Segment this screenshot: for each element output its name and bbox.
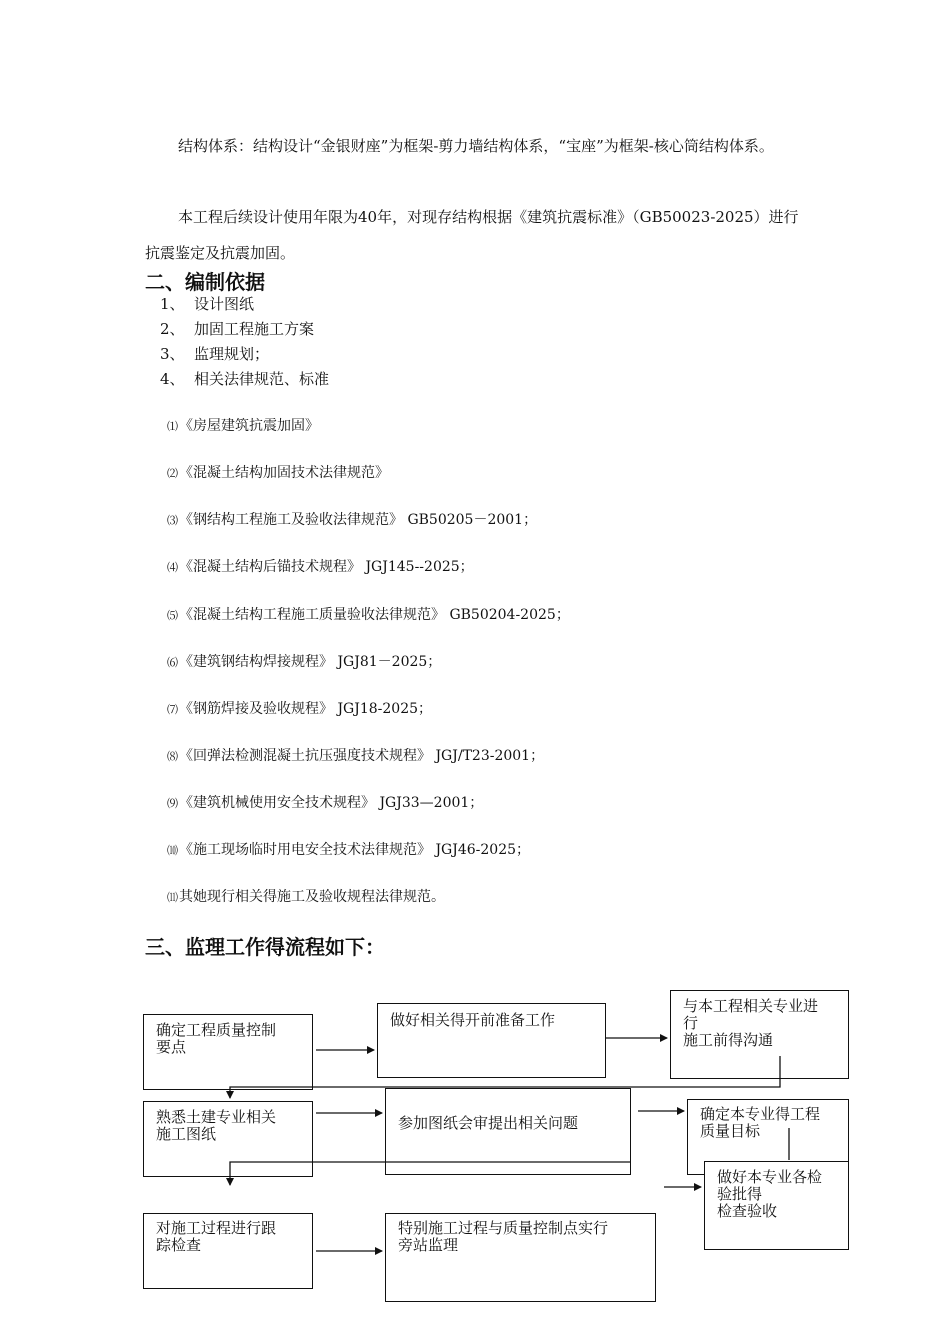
- connector-b3-b4: [230, 1056, 780, 1098]
- list-item: 2、 加固工程施工方案: [160, 320, 315, 338]
- reference-item: ⑺《钢筋焊接及验收规程》 JGJ18-2025；: [167, 701, 433, 717]
- paragraph-structure-system: 结构体系：结构设计“金银财座”为框架-剪力墙结构体系，“宝座”为框架-核心筒结构体系。: [178, 137, 774, 155]
- reference-item: ⑻《回弹法检测混凝土抗压强度技术规程》 JGJ/T23-2001；: [167, 748, 545, 764]
- connector-b5-b8: [230, 1162, 630, 1185]
- reference-item: ⑽《施工现场临时用电安全技术法律规范》 JGJ46-2025；: [167, 842, 531, 858]
- list-item: 3、 监理规划；: [160, 345, 270, 363]
- flow-box-drawing-review: 参加图纸会审提出相关问题: [385, 1088, 631, 1175]
- reference-item: ⑾其她现行相关得施工及验收规程法律规范。: [167, 889, 445, 905]
- reference-item: ⑷《混凝土结构后锚技术规程》 JGJ145--2025；: [167, 559, 474, 575]
- section3-title: 三、监理工作得流程如下：: [145, 935, 385, 959]
- flow-box-quality-target: 确定本专业得工程 质量目标: [687, 1099, 849, 1175]
- flow-box-quality-control-points: 确定工程质量控制 要点: [143, 1014, 313, 1090]
- reference-item: ⑵《混凝土结构加固技术法律规范》: [167, 465, 389, 481]
- flow-box-preparation: 做好相关得开前准备工作: [377, 1003, 606, 1078]
- flow-box-communication: 与本工程相关专业进 行 施工前得沟通: [670, 990, 849, 1079]
- paragraph-design-life: 本工程后续设计使用年限为40年，对现存结构根据《建筑抗震标准》（GB50023-2025）进行抗震鉴定及抗震加固。: [145, 208, 799, 262]
- flow-box-inspection-acceptance: 做好本专业各检 验批得 检查验收: [704, 1161, 849, 1250]
- section2-title: 二、编制依据: [145, 270, 265, 294]
- flow-box-side-supervision: 特别施工过程与质量控制点实行 旁站监理: [385, 1213, 656, 1302]
- flow-box-process-tracking: 对施工过程进行跟 踪检查: [143, 1213, 313, 1289]
- reference-item: ⑶《钢结构工程施工及验收法律规范》 GB50205－2001；: [167, 512, 538, 528]
- list-item: 1、 设计图纸: [160, 295, 255, 313]
- reference-item: ⑴《房屋建筑抗震加固》: [167, 418, 319, 434]
- reference-item: ⑸《混凝土结构工程施工质量验收法律规范》 GB50204-2025；: [167, 607, 570, 623]
- reference-item: ⑹《建筑钢结构焊接规程》 JGJ81－2025；: [167, 654, 442, 670]
- flow-box-drawings: 熟悉土建专业相关 施工图纸: [143, 1101, 313, 1177]
- list-item: 4、 相关法律规范、标准: [160, 370, 330, 388]
- reference-item: ⑼《建筑机械使用安全技术规程》 JGJ33—2001；: [167, 795, 484, 811]
